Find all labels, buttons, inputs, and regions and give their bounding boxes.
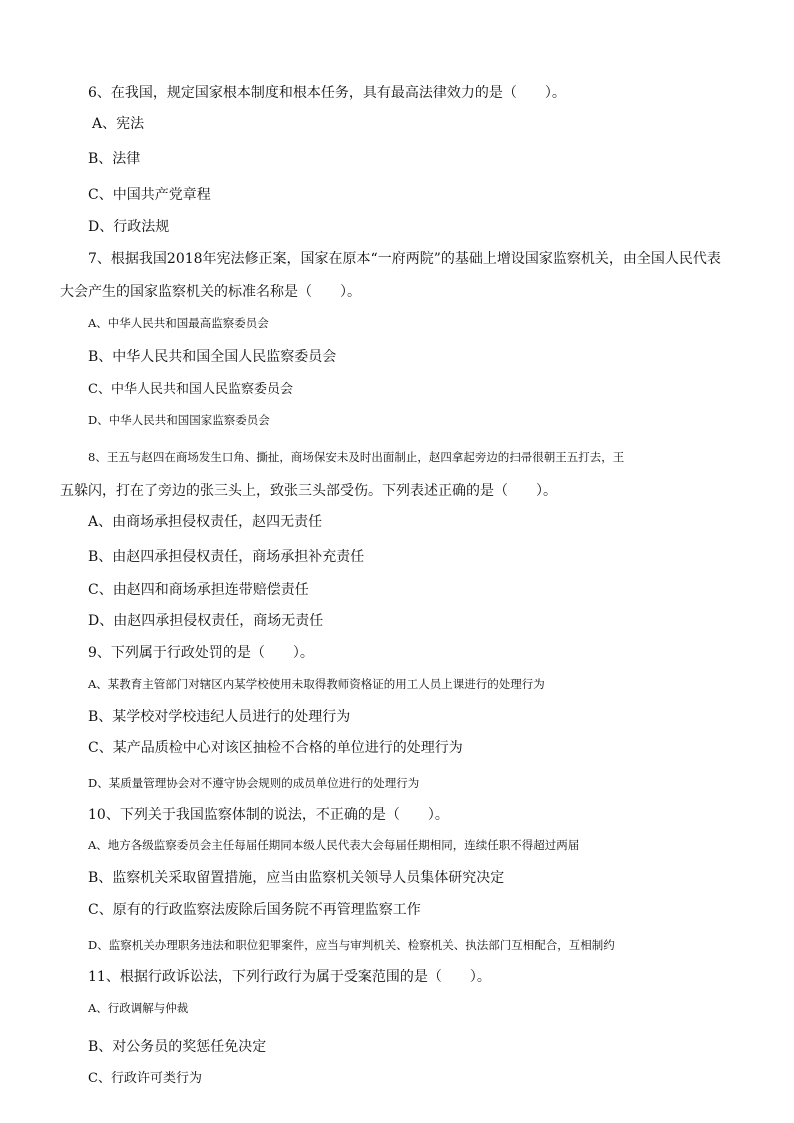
question-8-option-d: D、由赵四承担侵权责任，商场无责任 [88,613,324,629]
question-7-option-d: D、中华人民共和国国家监察委员会 [88,413,270,427]
question-7-stem-line2: 大会产生的国家监察机关的标准名称是（ ）。 [60,284,361,300]
question-6-option-a: A、宪法 [92,116,145,132]
question-9-option-a: A、某教育主管部门对辖区内某学校使用未取得教师资格证的用工人员上课进行的处理行为 [88,677,545,691]
question-6-option-c: C、中国共产党章程 [88,187,211,203]
question-7-option-b: B、中华人民共和国全国人民监察委员会 [88,349,337,365]
question-8-option-c: C、由赵四和商场承担连带赔偿责任 [88,582,309,598]
question-10-stem: 10、下列关于我国监察体制的说法，不正确的是（ ）。 [88,807,449,823]
question-9-option-b: B、某学校对学校违纪人员进行的处理行为 [88,709,351,725]
question-8-stem-line2: 五躲闪，打在了旁边的张三头上，致张三头部受伤。下列表述正确的是（ ）。 [60,483,557,499]
question-6-stem: 6、在我国，规定国家根本制度和根本任务，具有最高法律效力的是（ ）。 [88,85,566,101]
question-6-option-b: B、法律 [88,151,141,167]
question-9-option-c: C、某产品质检中心对该区抽检不合格的单位进行的处理行为 [88,740,463,756]
question-8-option-a: A、由商场承担侵权责任，赵四无责任 [88,514,323,530]
question-9-option-d: D、某质量管理协会对不遵守协会规则的成员单位进行的处理行为 [88,776,420,790]
question-6-option-d: D、行政法规 [88,219,170,235]
question-10-option-a: A、地方各级监察委员会主任每届任期同本级人民代表大会每届任期相同，连续任职不得超过两届 [88,838,580,852]
question-11-stem: 11、根据行政诉讼法，下列行政行为属于受案范围的是（ ）。 [88,969,491,985]
question-10-option-c: C、原有的行政监察法废除后国务院不再管理监察工作 [88,902,421,918]
question-8-stem-line1: 8、王五与赵四在商场发生口角、撕扯，商场保安未及时出面制止，赵四拿起旁边的扫帚很朝王五打去，王 [88,450,625,464]
question-11-option-a: A、行政调解与仲裁 [88,1001,189,1015]
question-10-option-b: B、监察机关采取留置措施，应当由监察机关领导人员集体研究决定 [88,870,505,886]
question-8-option-b: B、由赵四承担侵权责任，商场承担补充责任 [88,549,365,565]
question-11-option-b: B、对公务员的奖惩任免决定 [88,1039,267,1055]
question-7-option-a: A、中华人民共和国最高监察委员会 [88,316,269,330]
question-11-option-c: C、行政许可类行为 [88,1071,202,1086]
question-10-option-d: D、监察机关办理职务违法和职位犯罪案件，应当与审判机关、检察机关、执法部门互相配合，互相制约 [88,938,615,952]
question-7-option-c: C、中华人民共和国人民监察委员会 [88,382,293,397]
question-7-stem-line1: 7、根据我国2018年宪法修正案，国家在原本“一府两院”的基础上增设国家监察机关，由全国人民代表 [88,251,721,267]
question-9-stem: 9、下列属于行政处罚的是（ ）。 [88,645,314,661]
